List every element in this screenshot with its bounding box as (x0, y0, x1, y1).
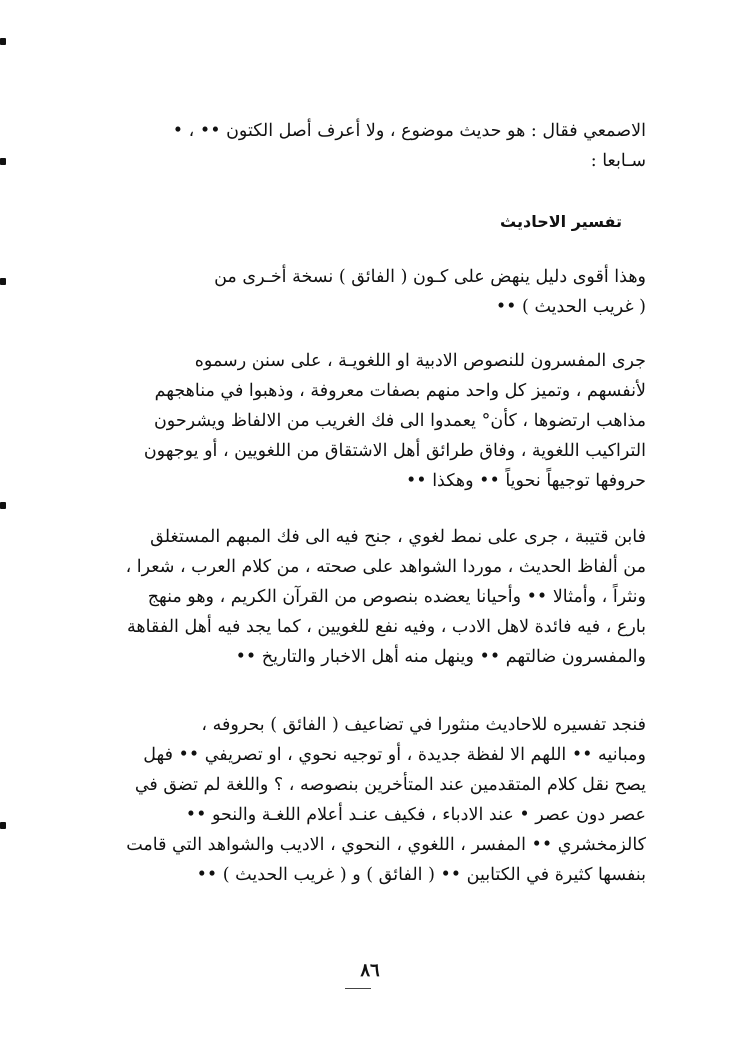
text-line: بنفسها كثيرة في الكتابين •• ( الفائق ) و ( غريب الحديث ) •• (196, 865, 646, 885)
scan-edge-mark (0, 38, 6, 45)
text-line: من ألفاظ الحديث ، موردا الشواهد على صحته ، من كلام العرب ، شعرا ، (125, 557, 646, 577)
scan-edge-mark (0, 822, 6, 829)
paragraph-4 (94, 710, 646, 890)
text-line: كالزمخشري •• المفسر ، اللغوي ، النحوي ، الاديب والشواهد التي قامت (126, 835, 646, 855)
text-line: فابن قتيبة ، جرى على نمط لغوي ، جنح فيه الى فك المبهم المستغلق (150, 527, 646, 547)
text-line: التراكيب اللغوية ، وفاق طرائق أهل الاشتقاق من اللغويين ، أو يوجهون (143, 441, 646, 461)
text-line: ومبانيه •• اللهم الا لفظة جديدة ، أو توجيه نحوي ، او تصريفي •• فهل (143, 745, 646, 765)
text-line: وهذا أقوى دليل ينهض على كـون ( الفائق ) نسخة أخـرى من (214, 267, 646, 287)
paragraph-1 (94, 262, 646, 322)
text-line: جرى المفسرون للنصوص الادبية او اللغويـة ، على سنن رسموه (194, 351, 646, 371)
page-number: ٨٦ (360, 960, 380, 981)
text-line: ونثراً ، وأمثالا •• وأحيانا يعضده بنصوص من القرآن الكريم ، وهو منهج (147, 587, 646, 607)
text-line: يصح نقل كلام المتقدمين عند المتأخرين بنصوصه ، ؟ واللغة لم تضق في (134, 775, 646, 795)
text-line: عصر دون عصر • عند الادباء ، فكيف عنـد أعلام اللغـة والنحو •• (185, 805, 646, 825)
section-heading: تفسير الاحاديث (500, 212, 622, 231)
text-line: الاصمعي فقال : هو حديث موضوع ، ولا أعرف أصل الكتون •• ، • (172, 121, 646, 141)
text-line: بارع ، فيه فائدة لاهل الادب ، وفيه نفع للغويين ، كما يجد فيه أهل الفقاهة (127, 617, 646, 637)
text-line: سـابعا : (590, 151, 646, 171)
intro-block (94, 116, 646, 176)
text-line: ( غريب الحديث ) •• (495, 297, 646, 317)
page-number-underline (345, 988, 371, 989)
text-line: لأنفسهم ، وتميز كل واحد منهم بصفات معروفة ، وذهبوا في مناهجهم (154, 381, 646, 401)
text-line: مذاهب ارتضوها ، كأن° يعمدوا الى فك الغريب من الالفاظ ويشرحون (153, 411, 646, 431)
text-line: والمفسرون ضالتهم •• وينهل منه أهل الاخبار والتاريخ •• (235, 647, 646, 667)
text-line: فنجد تفسيره للاحاديث منثورا في تضاعيف ( الفائق ) بحروفه ، (201, 715, 646, 735)
scan-edge-mark (0, 278, 6, 285)
text-line: حروفها توجيهاً نحوياً •• وهكذا •• (405, 471, 646, 491)
scan-edge-mark (0, 158, 6, 165)
paragraph-3 (94, 522, 646, 672)
paragraph-2 (94, 346, 646, 496)
scan-edge-mark (0, 502, 6, 509)
